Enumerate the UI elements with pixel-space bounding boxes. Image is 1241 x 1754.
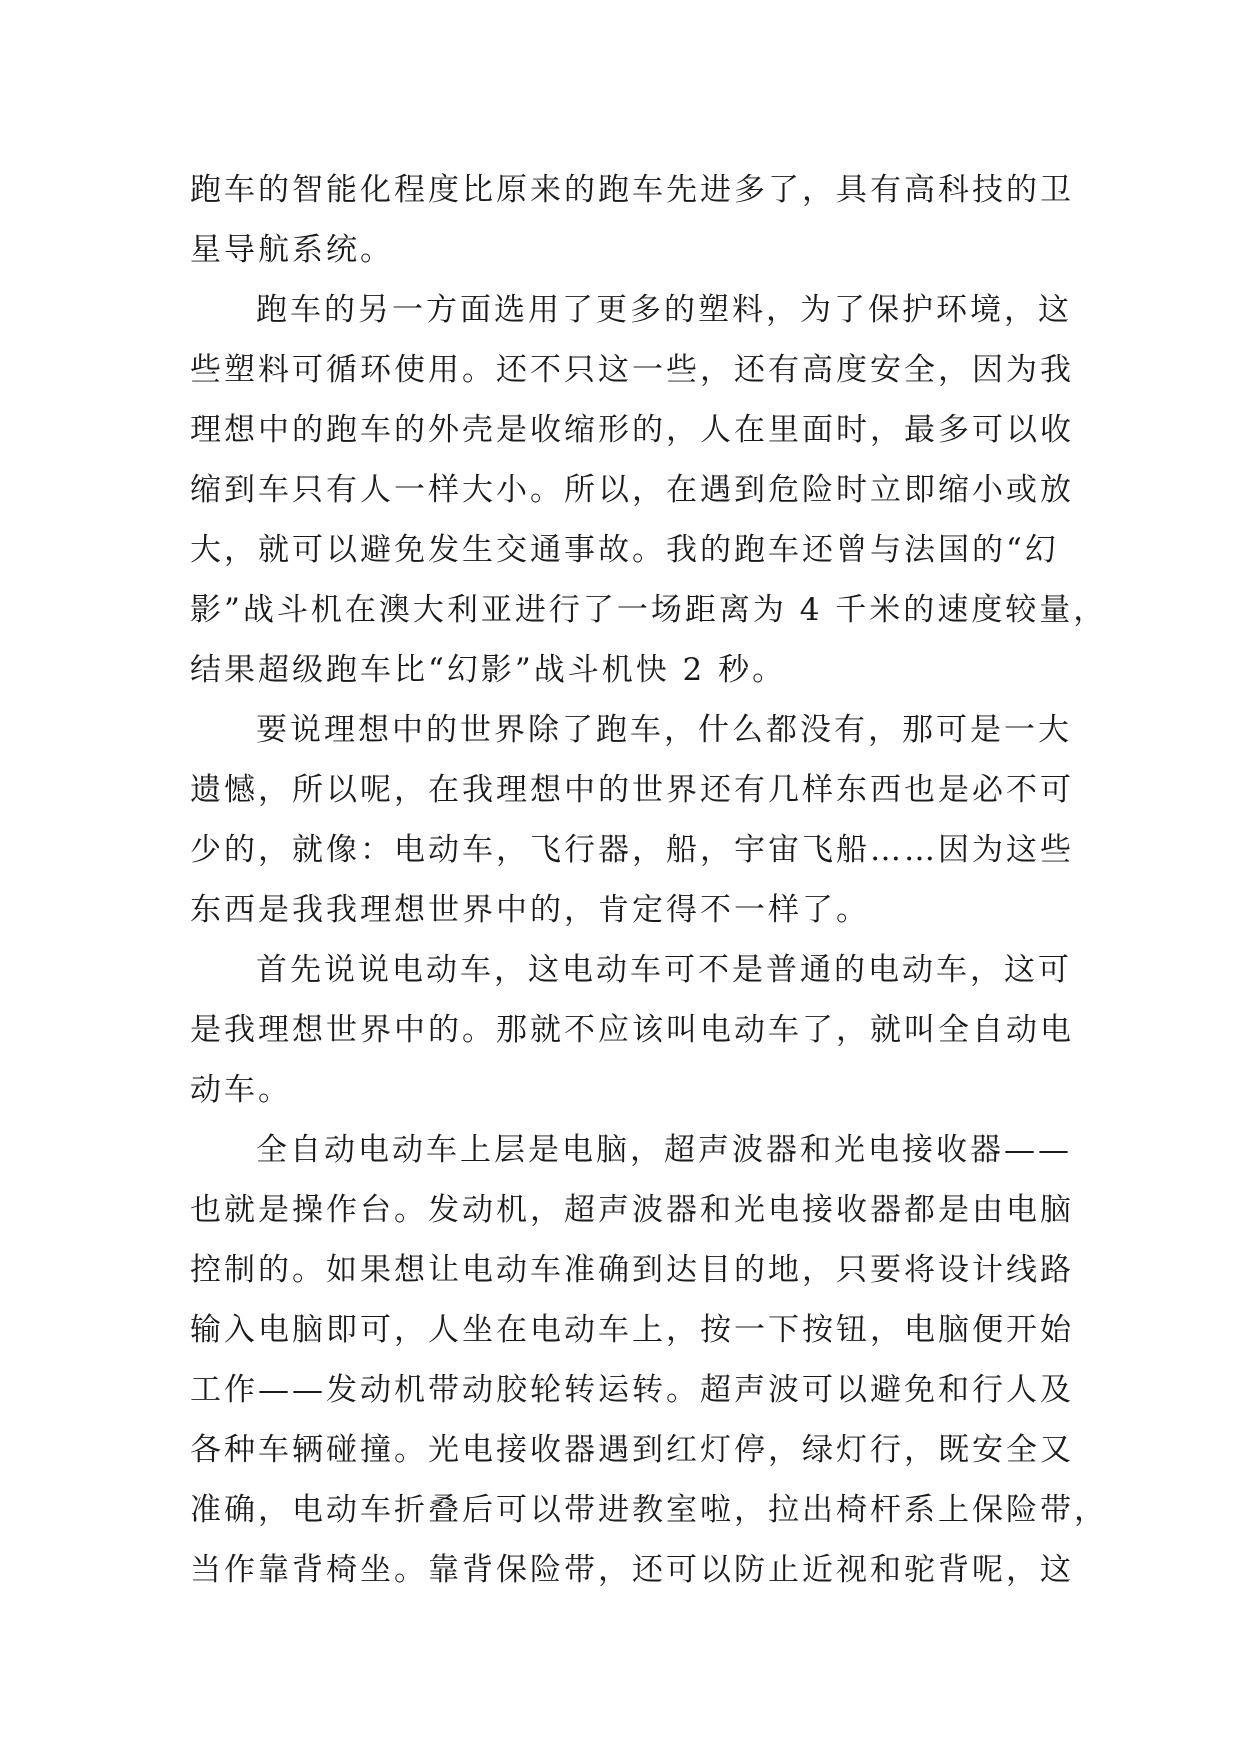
text-line: 也就是操作台。发动机，超声波器和光电接收器都是由电脑 [190, 1192, 1074, 1228]
text-line: 影”战斗机在澳大利亚进行了一场距离为 4 千米的速度较量， [190, 592, 1108, 628]
text-line: 要说理想中的世界除了跑车，什么都没有，那可是一大 [256, 712, 1072, 748]
text-line: 输入电脑即可，人坐在电动车上，按一下按钮，电脑便开始 [190, 1312, 1074, 1348]
text-line: 首先说说电动车，这电动车可不是普通的电动车，这可 [256, 952, 1072, 988]
text-line: 动车。 [190, 1072, 292, 1108]
text-line: 工作——发动机带动胶轮转运转。超声波可以避免和行人及 [190, 1372, 1074, 1408]
text-line: 少的，就像：电动车，飞行器，船，宇宙飞船……因为这些 [190, 832, 1074, 868]
text-line: 东西是我我理想世界中的，肯定得不一样了。 [190, 892, 870, 928]
text-line: 大，就可以避免发生交通事故。我的跑车还曾与法国的“幻 [190, 532, 1059, 568]
text-line: 跑车的另一方面选用了更多的塑料，为了保护环境，这 [256, 292, 1072, 328]
text-line: 准确，电动车折叠后可以带进教室啦，拉出椅杆系上保险带， [190, 1492, 1108, 1528]
text-line: 跑车的智能化程度比原来的跑车先进多了，具有高科技的卫 [190, 172, 1074, 208]
document-body [190, 160, 1108, 1600]
text-line: 遗憾，所以呢，在我理想中的世界还有几样东西也是必不可 [190, 772, 1074, 808]
text-line: 是我理想世界中的。那就不应该叫电动车了，就叫全自动电 [190, 1012, 1074, 1048]
text-line: 些塑料可循环使用。还不只这一些，还有高度安全，因为我 [190, 352, 1074, 388]
text-line: 全自动电动车上层是电脑，超声波器和光电接收器—— [256, 1132, 1072, 1168]
text-line: 缩到车只有人一样大小。所以，在遇到危险时立即缩小或放 [190, 472, 1074, 508]
text-line: 理想中的跑车的外壳是收缩形的，人在里面时，最多可以收 [190, 412, 1074, 448]
text-line: 各种车辆碰撞。光电接收器遇到红灯停，绿灯行，既安全又 [190, 1432, 1074, 1468]
text-line: 结果超级跑车比“幻影”战斗机快 2 秒。 [190, 652, 787, 688]
text-line: 控制的。如果想让电动车准确到达目的地，只要将设计线路 [190, 1252, 1074, 1288]
text-line: 星导航系统。 [190, 232, 394, 268]
text-line: 当作靠背椅坐。靠背保险带，还可以防止近视和驼背呢，这 [190, 1552, 1074, 1588]
